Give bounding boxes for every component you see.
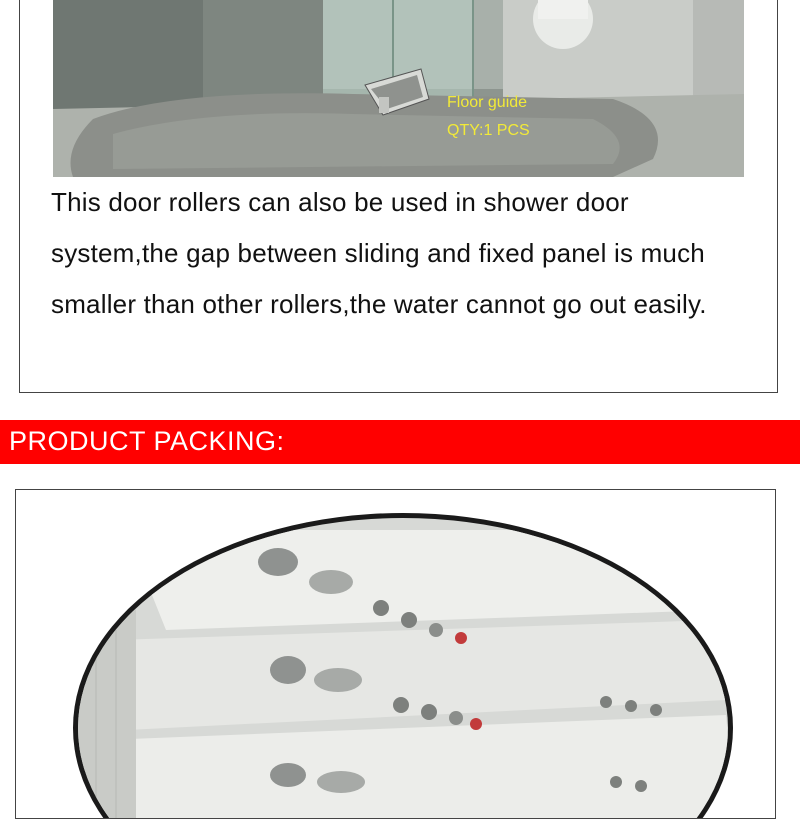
section-title: PRODUCT PACKING: xyxy=(9,426,285,456)
product-description: This door rollers can also be used in shower door system,the gap between sliding and fixed panel is much smaller than other rollers,the water cannot go out easily. xyxy=(51,187,707,319)
quantity-label: QTY:1 PCS xyxy=(447,122,530,139)
shower-room-illustration xyxy=(53,0,744,177)
packing-panel xyxy=(15,489,776,819)
product-detail-panel xyxy=(19,0,778,393)
section-banner xyxy=(0,420,800,464)
floor-guide-label: Floor guide xyxy=(447,94,528,111)
shower-room-photo xyxy=(53,0,744,177)
packing-photo xyxy=(16,490,776,819)
